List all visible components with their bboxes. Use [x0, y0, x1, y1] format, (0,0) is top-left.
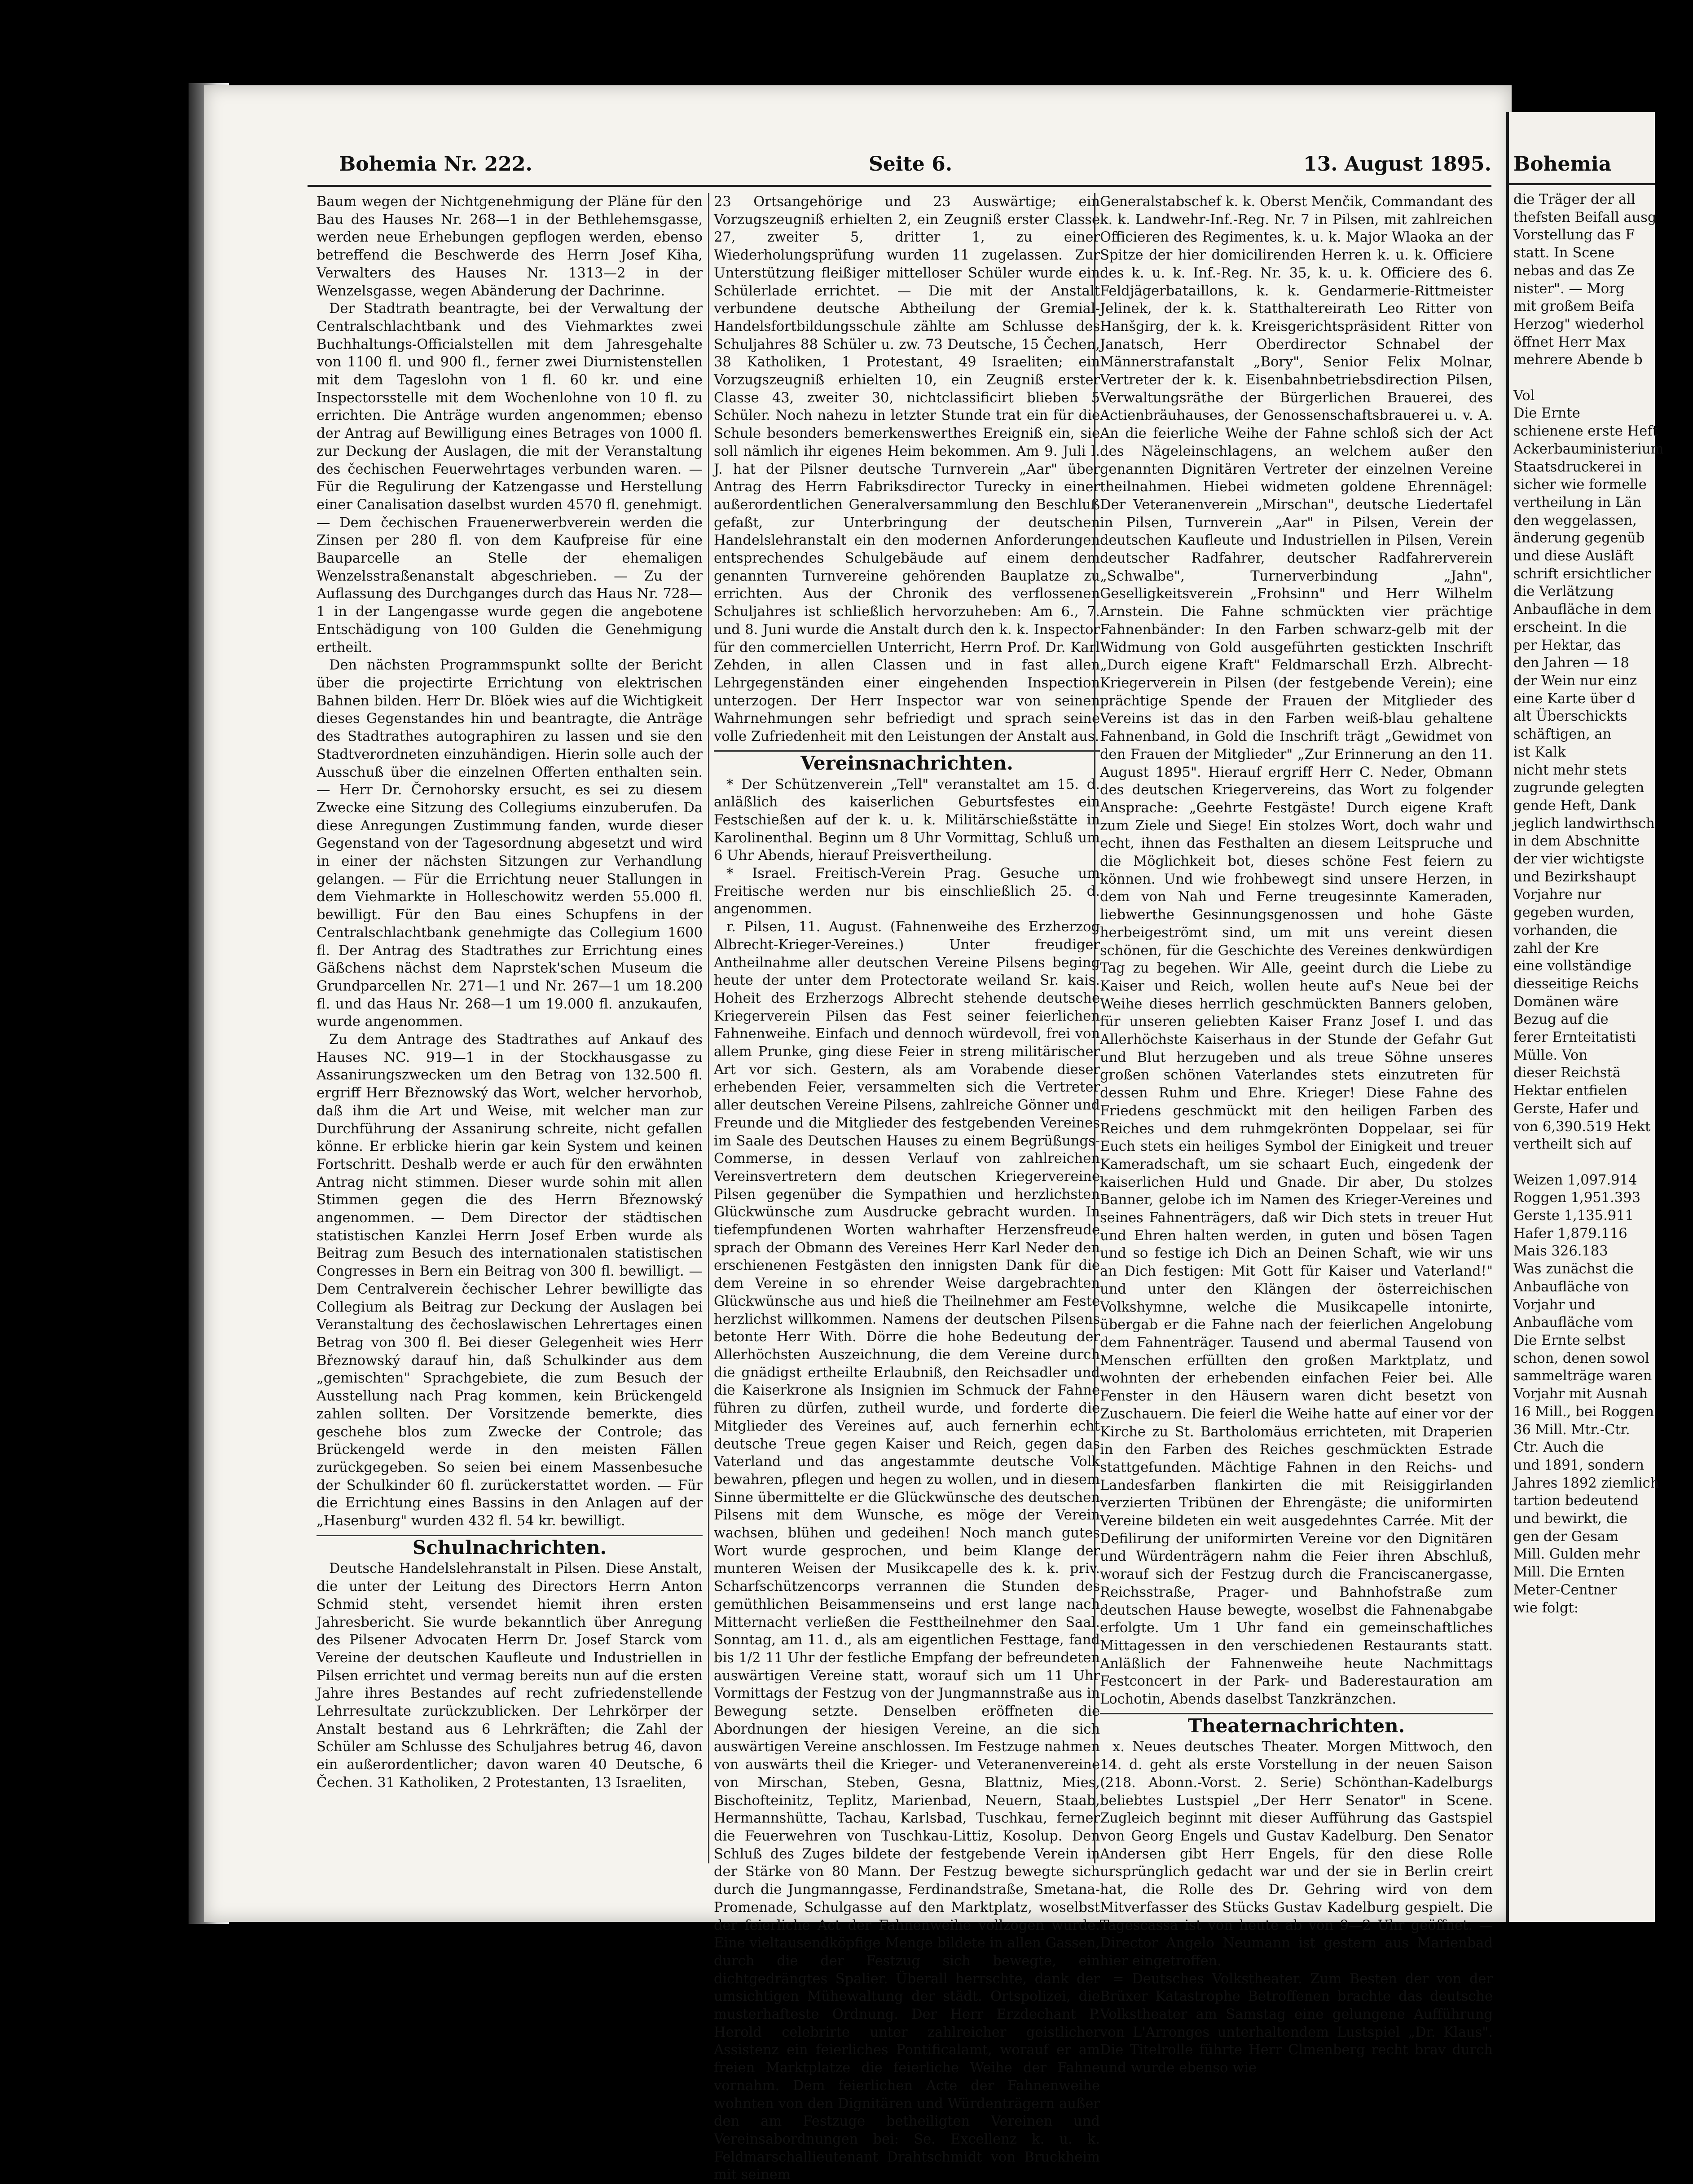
article-paragraph: Deutsche Handelslehranstalt in Pilsen. Diese Anstalt, die unter der Leitung des Directors Herrn Anton Schmid steht, versendet hiemit ihren ersten Jahresbericht. Sie wurde bekanntlich über Anregung des Pilsener Advocaten Herrn Dr. Josef Starck vom Vereine der deutschen Kaufleute und Industriellen in Pilsen errichtet und vermag bereits nun auf die ersten Jahre ihres Bestandes auf recht zufriedenstellende Lehrresultate zurückzublicken. Der Lehrkörper der Anstalt bestand aus 6 Lehrkräften; die Zahl der Schüler am Schlusse des Schuljahres betrug 46, davon ein außerordentlicher; davon waren 40 Deutsche, 6 Čechen. 31 Katholiken, 2 Protestanten, 13 Israeliten,	[317, 1561, 703, 1791]
page-number: Seite 6.	[869, 153, 953, 176]
article-paragraph: Der Stadtrath beantragte, bei der Verwaltung der Centralschlachtbank und des Viehmarktes zwei Buchhaltungs-Officialstellen mit dem Jahresgehalte von 1100 fl. und 900 fl., ferner zwei Diurnistenstellen mit dem Tageslohn von 1 fl. 60 kr. und eine Inspectorsstelle mit dem Wochenlohne von 10 fl. zu errichten. Die Anträge wurden angenommen; ebenso der Antrag auf Bewilligung eines Betrages von 1000 fl. zur Deckung der Auslagen, die mit der Veranstaltung des čechischen Feuerwehrtages verbunden waren. — Für die Regulirung der Katzengasse und Herstellung einer Canalisation daselbst wurden 4570 fl. genehmigt. — Dem čechischen Frauenerwerbverein werden die Zinsen per 280 fl. von dem Kaufpreise für eine Bauparcelle an Stelle der ehemaligen Wenzelsstraßenanstalt abgeschrieben. — Zu der Auflassung des Durchganges durch das Haus Nr. 728—1 in der Langengasse wurde gegen die angebotene Entschädigung von 100 Gulden die Genehmigung ertheilt.	[317, 301, 703, 656]
adjacent-column-text: die Träger der all thefsten Beifall ausg Vorstellung das F statt. In Scene nebas and das Ze nister". — Morg mit großem Beifa Herzog" wiederhol öffnet Herr Max mehrere Abende b Vol Die Ernte schienene erste Heft Ackerbauministerium Staatsdruckerei in sicher wie formelle vertheilung in Län den weggelassen, änderung gegenüb und diese Ausläft schrift ersichtlicher die Verlätzung Anbaufläche in dem erscheint. In die per Hektar, das den Jahren — 18 der Wein nur einz eine Karte über d alt Überschickts schäftigen, an ist Kalk nicht mehr stets zugrunde gelegten gende Heft, Dank jeglich landwirthsch in dem Abschnitte der vier wichtigste und Bezirkshaupt Vorjahre nur gegeben wurden, vorhanden, die zahl der Kre eine vollständige diesseitige Reichs Domänen wäre Bezug auf die ferer Ernteitatisti Mülle. Von dieser Reichstä Hektar entfielen Gerste, Hafer und von 6,390.519 Hekt vertheilt sich auf Weizen 1,097.914 Roggen 1,951.393 Gerste 1,135.911 Hafer 1,879.116 Mais 326.183 Was zunächst die Anbaufläche von Vorjahr und Anbaufläche vom Die Ernte selbst schon, denen sowol sammelträge waren Vorjahr mit Ausnah 16 Mill., bei Roggen 36 Mill. Mtr.-Ctr. Ctr. Auch die und 1891, sondern Jahres 1892 ziemlich tartion bedeutend und bewirkt, die gen der Gesam Mill. Gulden mehr Mill. Die Ernten Meter-Centner wie folgt:	[1513, 192, 1664, 1616]
article-paragraph: x. Neues deutsches Theater. Morgen Mittwoch, den 14. d. geht als erste Vorstellung in der neuen Saison (218. Abonn.-Vorst. 2. Serie) Schönthan-Kadelburgs beliebtes Lustspiel „Der Herr Senator" in Scene. Zugleich beginnt mit dieser Aufführung das Gastspiel von Georg Engels und Gustav Kadelburg. Den Senator Andersen gibt Herr Engels, für den diese Rolle ursprünglich gedacht war und der sie in Berlin creirt hat, die Rolle des Dr. Gehring wird von dem Mitverfasser des Stücks Gustav Kadelburg gespielt. Die Tagescassa ist von heute ab von 9—2 Uhr geöffnet. — Director Angelo Neumann ist gestern aus Marienbad hier eingetroffen.	[1100, 1739, 1493, 1969]
adjacent-masthead: Bohemia	[1513, 153, 1612, 176]
section-heading: Vereinsnachrichten.	[714, 750, 1100, 772]
adjacent-page	[1506, 112, 1664, 1922]
article-paragraph: = Deutsches Volkstheater. Zum Besten der von der Brüxer Katastrophe Betroffenen brachte das deutsche Volkstheater am Samstag eine gelungene Aufführung von L'Arronges unterhaltendem Lustspiel „Dr. Klaus". Die Titelrolle führte Herr Clmenberg recht brav durch und wurde ebenso wie	[1100, 1971, 1493, 2076]
article-paragraph: Generalstabschef k. k. Oberst Menčik, Commandant des k. k. Landwehr-Inf.-Reg. Nr. 7 in Pilsen, mit zahlreichen Officieren des Regimentes, k. u. k. Major Wlaoka an der Spitze der hier domicilirenden Herren k. u. k. Officiere des k. u. k. Inf.-Reg. Nr. 35, k. u. k. Officiere des 6. Feldjägerbataillons, k. k. Gendarmerie-Rittmeister Jelinek, der k. k. Statthaltereirath Leo Ritter von Hanšgirg, der k. k. Kreisgerichtspräsident Ritter von Janatsch, Herr Oberdirector Schnabel der Männerstrafanstalt „Bory", Senior Felix Molnar, Vertreter der k. k. Eisenbahnbetriebsdirection Pilsen, Verwaltungsräthe der Bürgerlichen Brauerei, des Actienbräuhauses, der Genossenschaftsbrauerei u. v. A. An die feierliche Weihe der Fahne schloß sich der Act des Nägeleinschlagens, an welchem außer den genannten Dignitären Vertreter der einzelnen Vereine theilnahmen. Hiebei widmeten goldene Ehrennägel: Der Veteranenverein „Mirschan", deutsche Liedertafel in Pilsen, Turnverein „Aar" in Pilsen, Verein der deutschen Kaufleute und Industriellen in Pilsen, Verein deutscher Radfahrer, deutscher Radfahrerverein „Schwalbe", Turnerverbindung „Jahn", Geselligkeitsverein „Frohsinn" und Herr Wilhelm Arnstein. Die Fahne schmückten vier prächtige Fahnenbänder: In den Farben schwarz-gelb mit der Widmung von Gold ausgeführten gestickten Inschrift „Durch eigene Kraft" Feldmarschall Erzh. Albrecht-Kriegerverein in Pilsen (der festgebende Verein); eine prächtige Spende der Frauen der Mitglieder des Vereins ist das in den Farben weiß-blau gehaltene Fahnenband, in Gold die Inschrift trägt „Gewidmet von den Frauen der Mitglieder" „Zur Erinnerung an den 11. August 1895". Hierauf ergriff Herr C. Neder, Obmann des deutschen Kriegervereins, das Wort zu folgender Ansprache: „Geehrte Festgäste! Durch eigene Kraft zum Ziele und Siege! Ein stolzes Wort, doch wahr und echt, ihnen das Festhalten an diesem Leitspruche und die Möglichkeit bot, dieses schöne Fest feiern zu können. Und wie frohbewegt sind unsere Herzen, in dem von Nah und Ferne treugesinnte Kameraden, liebwerthe Gesinnungsgenossen und hohe Gäste herbeigeströmt sind, um mit uns vereint diesen schönen, für die Geschichte des Vereines denkwürdigen Tag zu begehen. Wir Alle, geeint durch die Liebe zu Kaiser und Reich, wollen heute auf's Neue bei der Weihe dieses herrlich geschmückten Banners geloben, für unseren geliebten Kaiser Franz Josef I. und das Allerhöchste Kaiserhaus in der Stunde der Gefahr Gut und Blut herzugeben und als treue Söhne unseres großen schönen Vaterlandes stets einzutreten für dessen Ruhm und Ehre. Krieger! Diese Fahne des Friedens geschmückt mit den heiligen Farben des Reiches und dem ruhmgekrönten Doppelaar, sei für Euch stets ein heiliges Symbol der Einigkeit und treuer Kameradschaft, um sie schaart Euch, eingedenk der kaiserlichen Huld und Gnade. Dir aber, Du stolzes Banner, gelobe ich im Namen des Krieger-Vereines und seines Fahnenträgers, daß wir Dich stets in treuer Hut und Ehren halten werden, in guten und bösen Tagen und so festige ich Dich an Deinen Schaft, wie wir uns an Dich festigen: Mit Gott für Kaiser und Vaterland!" und unter den Klängen der österreichischen Volkshymne, welche die Musikcapelle intonirte, übergab er die Fahne nach der feierlichen Angelobung dem Fahnenträger. Tausend und abermal Tausend von Menschen erfüllten den großen Marktplatz, und wohnten der erhebenden einfachen Feier bei. Alle Fenster in den Häusern waren dicht besetzt von Zuschauern. Die feierl die Weihe hatte auf einer vor der Kirche zu St. Bartholomäus errichteten, mit Draperien in den Farben des Reiches geschmückten Estrade stattgefunden. Mächtige Fahnen in den Reichs- und Landesfarben flankirten die mit Reisiggirlanden verzierten Tribünen der Ehrengäste; die uniformirten Vereine bildeten ein weit ausgedehntes Carrée. Mit der Defilirung der uniformirten Vereine vor den Dignitären und Würdenträgern nahm die Feier ihren Abschluß, worauf sich der Festzug durch die Franciscanergasse, Reichsstraße, Prager- und Bahnhofstraße zum deutschen Hause bewegte, woselbst die Fahnenabgabe erfolgte. Um 1 Uhr fand ein gemeinschaftliches Mittagessen in den verschiedenen Restaurants statt. Anläßlich der Fahnenweihe heute Nachmittags Festconcert in der Park- und Baderestauration am Lochotin, Abends daselbst Tanzkränzchen.	[1100, 194, 1493, 1708]
masthead-title: Bohemia Nr. 222.	[339, 153, 532, 176]
section-heading: Schulnachrichten.	[317, 1535, 703, 1557]
column-1	[317, 193, 703, 1863]
column-2	[714, 193, 1100, 2183]
article-paragraph: 23 Ortsangehörige und 23 Auswärtige; ein Vorzugszeugniß erhielten 2, ein Zeugniß erster Classe 27, zweiter 5, dritter 1, zu einer Wiederholungsprüfung wurden 11 zugelassen. Zur Unterstützung fleißiger mittelloser Schüler wurde ein Schülerlade errichtet. — Die mit der Anstalt verbundene deutsche Abtheilung der Gremial-Handelsfortbildungsschule zählte am Schlusse des Schuljahres 88 Schüler u. zw. 73 Deutsche, 15 Čechen, 38 Katholiken, 1 Protestant, 49 Israeliten; ein Vorzugszeugniß erhielten 10, ein Zeugniß erster Classe 43, zweiter 30, nichtclassificirt blieben 5 Schüler. Noch nahezu in letzter Stunde trat ein für die Schule besonders bemerkenswerthes Ereigniß ein, sie soll nämlich ihr eigenes Heim bekommen. Am 9. Juli l. J. hat der Pilsner deutsche Turnverein „Aar" über Antrag des Herrn Fabriksdirector Turecky in einer außerordentlichen Generalversammlung den Beschluß gefaßt, zur Unterbringung der deutschen Handelslehranstalt ein den modernen Anforderungen entsprechendes Schulgebäude auf einem dem genannten Turnvereine gehörenden Bauplatze zu errichten. Aus der Chronik des verflossenen Schuljahres ist schließlich hervorzuheben: Am 6., 7. und 8. Juni wurde die Anstalt durch den k. k. Inspector für den commerciellen Unterricht, Herrn Prof. Dr. Karl Zehden, in allen Classen und in fast allen Lehrgegenständen einer eingehenden Inspection unterzogen. Der Herr Inspector war von seinen Wahrnehmungen sehr befriedigt und sprach seine volle Zufriedenheit mit den Leistungen der Anstalt aus.	[714, 194, 1100, 745]
article-paragraph: Zu dem Antrage des Stadtrathes auf Ankauf des Hauses NC. 919—1 in der Stockhausgasse zu Assanirungszwecken um den Betrag von 132.500 fl. ergriff Herr Březnowský das Wort, welcher hervorhob, daß ihm die Art und Weise, mit welcher man zur Durchführung der Assanirung schreite, nicht gefallen könne. Er erblicke hierin gar kein System und keinen Fortschritt. Deshalb werde er auch für den erwähnten Antrag nicht stimmen. Dieser wurde sohin mit allen Stimmen gegen die des Herrn Březnowský angenommen. — Dem Director der städtischen statistischen Kanzlei Herrn Josef Erben wurde als Beitrag zum Besuch des internationalen statistischen Congresses in Bern ein Beitrag von 300 fl. bewilligt. — Dem Centralverein čechischer Lehrer bewilligte das Collegium als Beitrag zur Deckung der Auslagen bei Veranstaltung des čechoslawischen Lehrertages einen Betrag von 300 fl. Bei dieser Gelegenheit wies Herr Březnowský darauf hin, daß Schulkinder aus dem „gemischten" Sprachgebiete, die zum Besuch der Ausstellung nach Prag kommen, kein Brückengeld zahlen sollten. Der Vorsitzende bemerkte, dies geschehe blos zum Zwecke der Controle; das Brückengeld werde in den meisten Fällen zurückgegeben. So seien bei einem Massenbesuche der Schulkinder 60 fl. zurückerstattet worden. — Für die Errichtung eines Bassins in den Anlagen auf der „Hasenburg" wurden 432 fl. 54 kr. bewilligt.	[317, 1032, 703, 1529]
header-rule	[1509, 183, 1655, 185]
article-paragraph: r. Pilsen, 11. August. (Fahnenweihe des Erzherzog Albrecht-Krieger-Vereines.) Unter freudiger Antheilnahme aller deutschen Vereine Pilsens beging heute der unter dem Protectorate weiland Sr. kais. Hoheit des Erzherzogs Albrecht stehende deutsche Kriegerverein Pilsen das Fest seiner feierlichen Fahnenweihe. Einfach und dennoch würdevoll, frei von allem Prunke, ging diese Feier in streng militärischer Art vor sich. Gestern, als am Vorabende dieser erhebenden Feier, versammelten sich die Vertreter aller deutschen Vereine Pilsens, zahlreiche Gönner und Freunde und die Mitglieder des festgebenden Vereines im Saale des Deutschen Hauses zu einem Begrüßungs-Commerse, in dessen Verlauf von zahlreichen Vereinsvertretern dem deutschen Kriegervereine Pilsen gegenüber die Sympathien und herzlichsten Glückwünsche zum Ausdrucke gebracht wurden. In tiefempfundenen Worten wahrhafter Herzensfreude sprach der Obmann des Vereines Herr Karl Neder den erschienenen Festgästen den innigsten Dank für die dem Vereine in so ehrender Weise dargebrachten Glückwünsche aus und hieß die Theilnehmer am Feste herzlichst willkommen. Namens der deutschen Pilsens betonte Herr With. Dörre die hohe Bedeutung der Allerhöchsten Auszeichnung, die dem Vereine durch die gnädigst ertheilte Erlaubniß, den Reichsadler und die Kaiserkrone als Insignien im Schmuck der Fahne führen zu dürfen, zutheil wurde, und forderte die Mitglieder des Vereines auf, auch fernerhin echt deutsche Treue gegen Kaiser und Reich, gegen das Vaterland und das angestammte deutsche Volk bewahren, pflegen und hegen zu wollen, und in diesem Sinne übermittelte er die Glückwünsche des deutschen Pilsens mit dem Wunsche, es möge der Verein wachsen, blühen und gedeihen! Noch manch gutes Wort wurde gesprochen, und beim Klange der munteren Weisen der Musikcapelle des k. k. priv. Scharfschützencorps verrannen die Stunden des gemüthlichen Beisammenseins und erst lange nach Mitternacht verließen die Festtheilnehmer den Saal. Sonntag, am 11. d., als am eigentlichen Festtage, fand bis 1/2 11 Uhr der festliche Empfang der befreundeten auswärtigen Vereine statt, worauf sich um 11 Uhr Vormittags der Festzug von der Jungmannstraße aus in Bewegung setzte. Denselben eröffneten die Abordnungen der hiesigen Vereine, an die sich auswärtigen Vereine anschlossen. Im Festzuge nahmen von auswärts theil die Krieger- und Veteranenvereine von Mirschan, Steben, Gesna, Blattniz, Mies, Bischofteinitz, Teplitz, Marienbad, Neuern, Staab, Hermannshütte, Tachau, Karlsbad, Tuschkau, ferner die Feuerwehren von Tuschkau-Littiz, Kosolup. Den Schluß des Zuges bildete der festgebende Verein in der Stärke von 80 Mann. Der Festzug bewegte sich durch die Jungmanngasse, Ferdinandstraße, Smetana-Promenade, Schulgasse auf den Marktplatz, woselbst der feierliche Act der Fahnenweihe vollzogen wurde. Eine vieltausendköpfige Menge bildete in allen Gassen, durch die der Festzug sich bewegte, ein dichtgedrängtes Spalier. Überall herrschte, dank der umsichtigen Mühewaltung der städt. Ortspolizei, die musterhafteste Ordnung. Der Herr Erzdechant P. Herold celebrirte unter zahlreicher geistlicher Assistenz ein feierliches Pontificalamt, worauf er am freien Marktplatze die feierliche Weihe der Fahne vornahm. Dem feierlichen Acte der Fahnenweihe wohnten von den Dignitären und Würdenträgern außer den am Festzuge betheiligten Vereinen und Vereinsabordnungen bei: Se. Excellenz k. u. k. Feldmarschallieutenant Drahtschmidt von Bruckheim mit seinem	[714, 919, 1100, 2183]
article-paragraph: * Israel. Freitisch-Verein Prag. Gesuche um Freitische werden nur bis einschließlich 25. d. angenommen.	[714, 866, 1100, 917]
column-3	[1100, 193, 1493, 2076]
section-heading: Theaternachrichten.	[1100, 1713, 1493, 1735]
newspaper-page	[204, 85, 1512, 2183]
article-paragraph: Baum wegen der Nichtgenehmigung der Pläne für den Bau des Hauses Nr. 268—1 in der Bethlehemsgasse, werden neue Erhebungen gepflogen werden, ebenso betreffend die Beschwerde des Herrn Josef Kiha, Verwalters des Hauses Nr. 1313—2 in der Wenzelsgasse, wegen Abänderung der Dachrinne.	[317, 194, 703, 299]
issue-date: 13. August 1895.	[1303, 153, 1491, 176]
column-rule	[708, 193, 709, 1863]
article-paragraph: Den nächsten Programmspunkt sollte der Bericht über die projectirte Errichtung von elektrischen Bahnen bilden. Herr Dr. Blöek wies auf die Wichtigkeit dieses Gegenstandes hin und beantragte, die Anträge des Stadtrathes autographiren zu lassen und sie den Stadtverordneten einzuhändigen. Hierin solle auch der Ausschuß über die einzelnen Offerten enthalten sein. — Herr Dr. Černohorsky ersucht, es sei zu diesem Zwecke eine Sitzung des Collegiums einzuberufen. Da diese Anregungen Zustimmung fanden, wurde dieser Gegenstand von der Tagesordnung abgesetzt und wird in einer der nächsten Sitzungen zur Verhandlung gelangen. — Für die Errichtung neuer Stallungen in dem Viehmarkte in Holleschowitz werden 55.000 fl. bewilligt. Für den Bau eines Schupfens in der Centralschlachtbank genehmigte das Collegium 1600 fl. Der Antrag des Stadtrathes zur Errichtung eines Gäßchens nächst dem Naprstek'schen Museum die Grundparcellen Nr. 271—1 und Nr. 267—1 um 18.200 fl. und das Haus Nr. 268—1 um 19.000 fl. anzukaufen, wurde angenommen.	[317, 657, 703, 1030]
header-rule	[308, 185, 1491, 187]
article-paragraph: * Der Schützenverein „Tell" veranstaltet am 15. d. anläßlich des kaiserlichen Geburtsfestes ein Festschießen auf der k. u. k. Militärschießstätte in Karolinenthal. Beginn um 8 Uhr Vormittag, Schluß um 6 Uhr Abends, hierauf Preisvertheilung.	[714, 776, 1100, 864]
